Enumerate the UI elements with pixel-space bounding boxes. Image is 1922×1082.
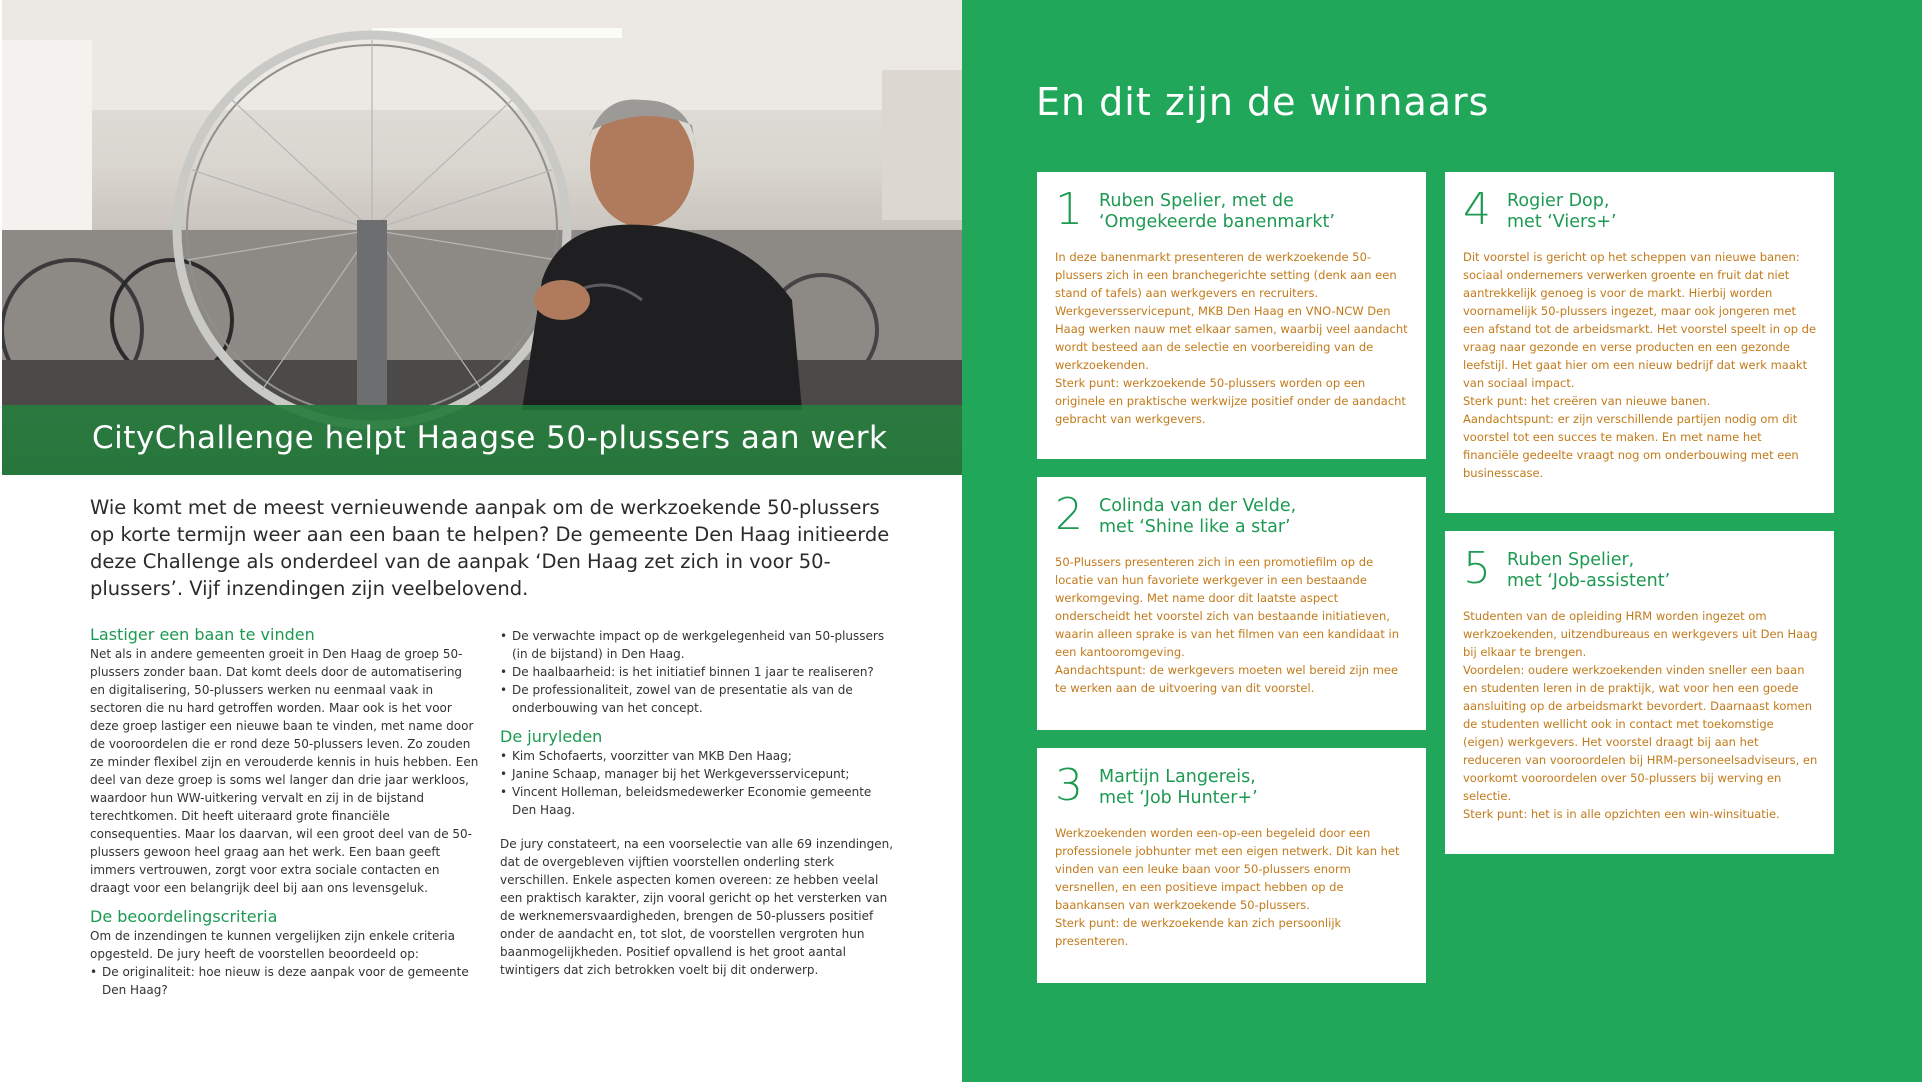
winner-number: 3 [1055, 760, 1083, 811]
winner-body-text: In deze banenmarkt presenteren de werkzoekende 50-plussers zich in een branchegerichte setting (denk aan een stand of tafels) aan werkgevers en recruiters. Werkgeversservicepunt, MKB Den Haag en VNO-NCW Den Haag werken nauw met elkaar samen, waarbij veel aandacht wordt besteed aan de selectie en voorbereiding van de werkzoekenden. [1055, 250, 1408, 372]
photo-illustration [2, 0, 962, 475]
column-1 [90, 625, 480, 999]
winner-title-line: ‘Omgekeerde banenmarkt’ [1099, 212, 1335, 232]
jury-member: • Kim Schofaerts, voorzitter van MKB Den Haag; [500, 747, 895, 765]
column-2 [500, 627, 895, 979]
winner-title-line: Ruben Spelier, met de [1099, 191, 1294, 211]
section-heading-criteria: De beoordelingscriteria [90, 907, 278, 926]
winner-body-text: 50-Plussers presenteren zich in een promotiefilm op de locatie van hun favoriete werkgever in een bestaande werkomgeving. Met name door dit laatste aspect onderscheidt het voorstel zich van bestaande initiatieven, waarin alleen sprake is van het filmen van een kandidaat in een kantooromgeving. [1055, 555, 1399, 659]
jury-member: • Vincent Holleman, beleidsmedewerker Economie gemeente Den Haag. [500, 783, 895, 819]
winner-body-text: Sterk punt: de werkzoekende kan zich persoonlijk presenteren. [1055, 916, 1342, 948]
winner-card-4 [1445, 172, 1834, 513]
winner-card-5 [1445, 531, 1834, 854]
winner-card-2 [1037, 477, 1426, 730]
winner-body [1055, 824, 1410, 950]
winner-title-line: met ‘Job Hunter+’ [1099, 788, 1258, 808]
winner-body-text: Sterk punt: werkzoekende 50-plussers worden op een originele en praktische werkwijze positief onder de aandacht gebracht van werkgevers. [1055, 376, 1406, 426]
criteria-bullet: • De originaliteit: hoe nieuw is deze aanpak voor de gemeente Den Haag? [90, 963, 480, 999]
winner-body-text: Werkzoekenden worden een-op-een begeleid door een professionele jobhunter met een eigen netwerk. Dit kan het vinden van een leuke baan voor 50-plussers enorm versnellen, en een positieve impact hebben op de baankansen van werkzoekende 50-plussers. [1055, 826, 1400, 912]
winner-body-text: Voordelen: oudere werkzoekenden vinden sneller een baan en studenten leren in de praktijk, wat voor hen een goede aansluiting op de arbeidsmarkt bevordert. Daarnaast komen de studenten wellicht ook in contact met toekomstige (eigen) werkgevers. Het voorstel draagt bij aan het reduceren van vooroordelen bij HRM-personeelsadviseurs, en voorkomt vooroordelen over 50-plussers bij werving en selectie. [1463, 663, 1818, 803]
winner-number: 4 [1463, 184, 1491, 235]
winner-body-text: Studenten van de opleiding HRM worden ingezet om werkzoekenden, uitzendbureaus en werkgevers uit Den Haag bij elkaar te brengen. [1463, 609, 1818, 659]
criteria-bullet: • De professionaliteit, zowel van de presentatie als van de onderbouwing van het concept. [500, 681, 895, 717]
section-text-lastiger: Net als in andere gemeenten groeit in Den Haag de groep 50-plussers zonder baan. Dat komt deels door de automatisering en digitalisering, 50-plussers werken nu eenmaal vaak in sectoren die nu hard getroffen worden. Maar ook is het voor deze groep lastiger een nieuwe baan te vinden, met name door de vooroordelen die er rond deze 50-plussers leven. Zo zouden ze minder flexibel zijn en verouderde kennis in huis hebben. Een deel van deze groep is soms wel langer dan drie jaar werkloos, waardoor hun WW-uitkering vervalt en zij in de bijstand terechtkomen. Dit heeft uiteraard grote financiële consequenties. Maar los daarvan, wil een groot deel van de 50-plussers gewoon heel graag aan het werk. Een baan geeft immers vertrouwen, zorgt voor extra sociale contacten en draagt voor een belangrijk deel bij aan ons levensgeluk. [90, 647, 479, 895]
winner-number: 1 [1055, 184, 1083, 235]
jury-conclusion: De jury constateert, na een voorselectie van alle 69 inzendingen, dat de overgebleven vijftien voorstellen onderling sterk verschillen. Enkele aspecten komen overeen: ze hebben veelal een praktisch karakter, zijn vooral gericht op het versterken van de werknemersvaardigheden, brengen de 50-plussers positief onder de aandacht en, tot slot, de voorstellen vergroten hun baanmogelijkheden. Positief opvallend is het groot aantal twintigers dat zich betrokken voelt bij dit onderwerp. [500, 837, 894, 977]
winner-title-line: met ‘Job-assistent’ [1507, 571, 1671, 591]
winner-body-text: Dit voorstel is gericht op het scheppen van nieuwe banen: sociaal ondernemers verwerken groente en fruit dat niet aantrekkelijk genoeg is voor de markt. Hierbij worden voornamelijk 50-plussers ingezet, maar ook jongeren met een afstand tot de arbeidsmarkt. Het voorstel speelt in op de vraag naar gezonde en verse producten en een gezonde leefstijl. Het gaat hier om een nieuw bedrijf dat werk maakt van sociaal impact. [1463, 250, 1817, 390]
winner-title-line: Martijn Langereis, [1099, 767, 1256, 787]
winner-body-text: Sterk punt: het is in alle opzichten een win-winsituatie. [1463, 807, 1780, 821]
photo-man-repairing-bicycle-wheel [2, 0, 962, 475]
winner-title-line: Colinda van der Velde, [1099, 496, 1297, 516]
criteria-bullet: • De haalbaarheid: is het initiatief binnen 1 jaar te realiseren? [500, 663, 895, 681]
winners-heading: En dit zijn de winnaars [1036, 80, 1490, 124]
article-title: CityChallenge helpt Haagse 50-plussers aan werk [92, 420, 888, 456]
section-heading-lastiger: Lastiger een baan te vinden [90, 625, 315, 644]
winner-title-line: met ‘Shine like a star’ [1099, 517, 1291, 537]
winner-title-line: Rogier Dop, [1507, 191, 1610, 211]
winner-title [1507, 550, 1807, 592]
winner-body [1055, 553, 1410, 697]
winner-title-line: Ruben Spelier, [1507, 550, 1635, 570]
winner-body [1463, 248, 1818, 482]
winner-title [1099, 496, 1399, 538]
winner-title [1507, 191, 1807, 233]
jury-member: • Janine Schaap, manager bij het Werkgeversservicepunt; [500, 765, 895, 783]
winner-number: 5 [1463, 543, 1491, 594]
section-text-criteria: Om de inzendingen te kunnen vergelijken zijn enkele criteria opgesteld. De jury heeft de voorstellen beoordeeld op: [90, 929, 455, 961]
winner-title-line: met ‘Viers+’ [1507, 212, 1617, 232]
section-heading-jury: De juryleden [500, 727, 603, 746]
winner-title [1099, 767, 1399, 809]
winner-body [1463, 607, 1818, 823]
winner-title [1099, 191, 1399, 233]
winner-card-3 [1037, 748, 1426, 983]
winner-body-text: Aandachtspunt: er zijn verschillende partijen nodig om dit voorstel tot een succes te maken. En met name het financiële gedeelte vraagt nog om onderbouwing met een businesscase. [1463, 412, 1799, 480]
winner-body-text: Aandachtspunt: de werkgevers moeten wel bereid zijn mee te werken aan de uitvoering van dit voorstel. [1055, 663, 1399, 695]
intro-paragraph: Wie komt met de meest vernieuwende aanpak om de werkzoekende 50-plussers op korte termijn weer aan een baan te helpen? De gemeente Den Haag initieerde deze Challenge als onderdeel van de aanpak ‘Den Haag zet zich in voor 50-plussers’. Vijf inzendingen zijn veelbelovend. [90, 496, 890, 600]
winner-card-1 [1037, 172, 1426, 459]
criteria-bullet: • De verwachte impact op de werkgelegenheid van 50-plussers (in de bijstand) in Den Haag. [500, 627, 895, 663]
winner-number: 2 [1055, 489, 1083, 540]
winner-body-text: Sterk punt: het creëren van nieuwe banen. [1463, 394, 1711, 408]
winner-body [1055, 248, 1410, 428]
